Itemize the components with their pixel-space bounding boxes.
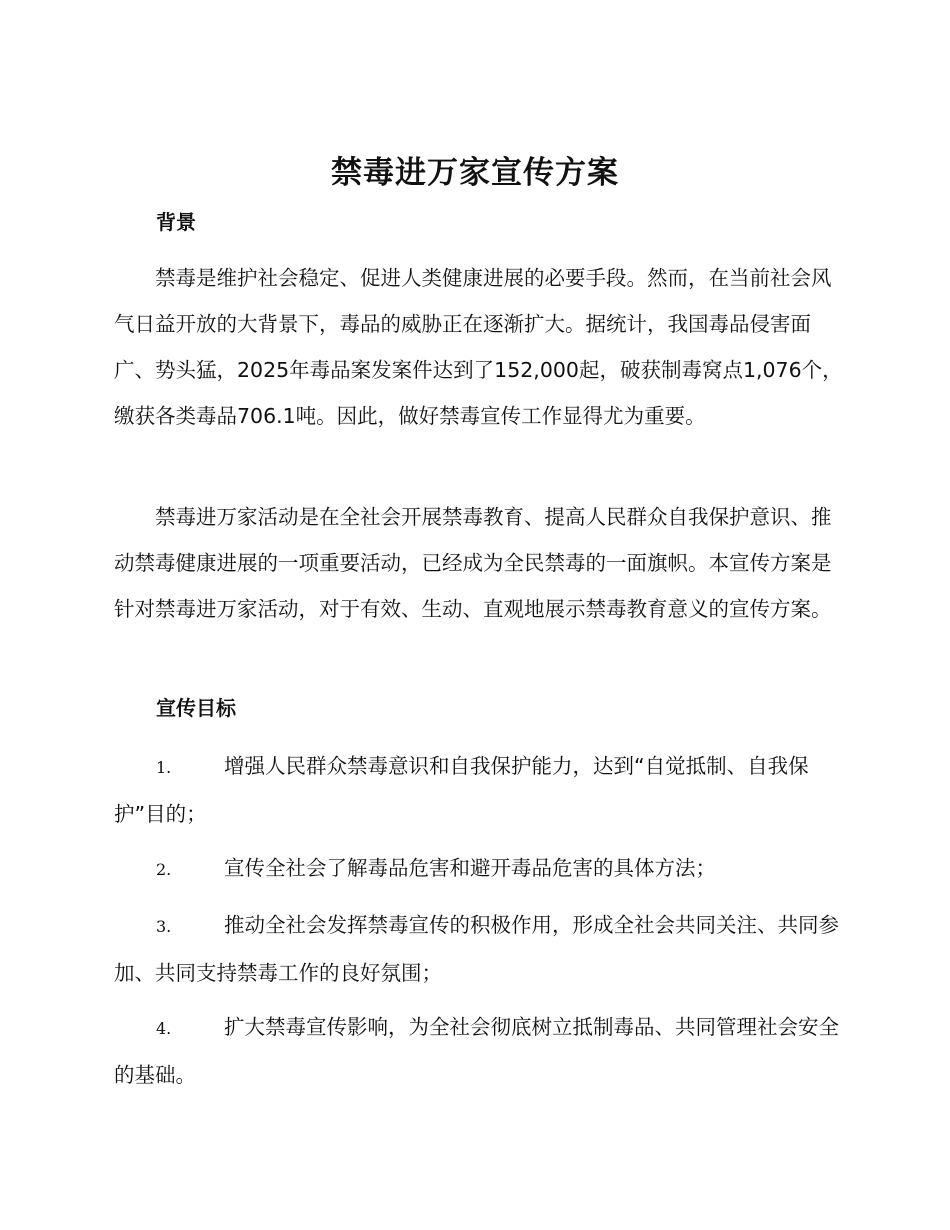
list-number: 4. <box>156 1019 172 1038</box>
goal-list-item <box>114 1004 844 1098</box>
list-item-text: 扩大禁毒宣传影响，为全社会彻底树立抵制毒品、共同管理社会安全的基础。 <box>114 1015 839 1087</box>
list-item-text: 增强人民群众禁毒意识和自我保护能力，达到“自觉抵制、自我保护”目的； <box>114 754 809 826</box>
background-paragraph-1: 禁毒是维护社会稳定、促进人类健康进展的必要手段。然而，在当前社会风气日益开放的大背景下，毒品的威胁正在逐渐扩大。据统计，我国毒品侵害面广、势头猛，2025年毒品案发案件达到了152,000起，破获制毒窝点1,076个，缴获各类毒品706.1吨。因此，做好禁毒宣传工作显得尤为重要。 <box>114 266 843 428</box>
list-item-text: 推动全社会发挥禁毒宣传的积极作用，形成全社会共同关注、共同参加、共同支持禁毒工作的良好氛围； <box>114 913 839 985</box>
goal-list-item <box>114 743 844 837</box>
list-number: 2. <box>156 860 172 879</box>
list-number: 1. <box>156 758 172 777</box>
section-heading-goals: 宣传目标 <box>156 696 236 720</box>
document-title: 禁毒进万家宣传方案 <box>331 155 619 191</box>
list-item-text: 宣传全社会了解毒品危害和避开毒品危害的具体方法； <box>224 856 716 880</box>
goal-list-item <box>114 902 844 996</box>
goal-list-item <box>114 845 844 893</box>
background-paragraph-2: 禁毒进万家活动是在全社会开展禁毒教育、提高人民群众自我保护意识、推动禁毒健康进展的一项重要活动，已经成为全民禁毒的一面旗帜。本宣传方案是针对禁毒进万家活动，对于有效、生动、直观地展示禁毒教育意义的宣传方案。 <box>114 505 832 621</box>
section-heading-background: 背景 <box>156 210 196 234</box>
list-number: 3. <box>156 917 172 936</box>
